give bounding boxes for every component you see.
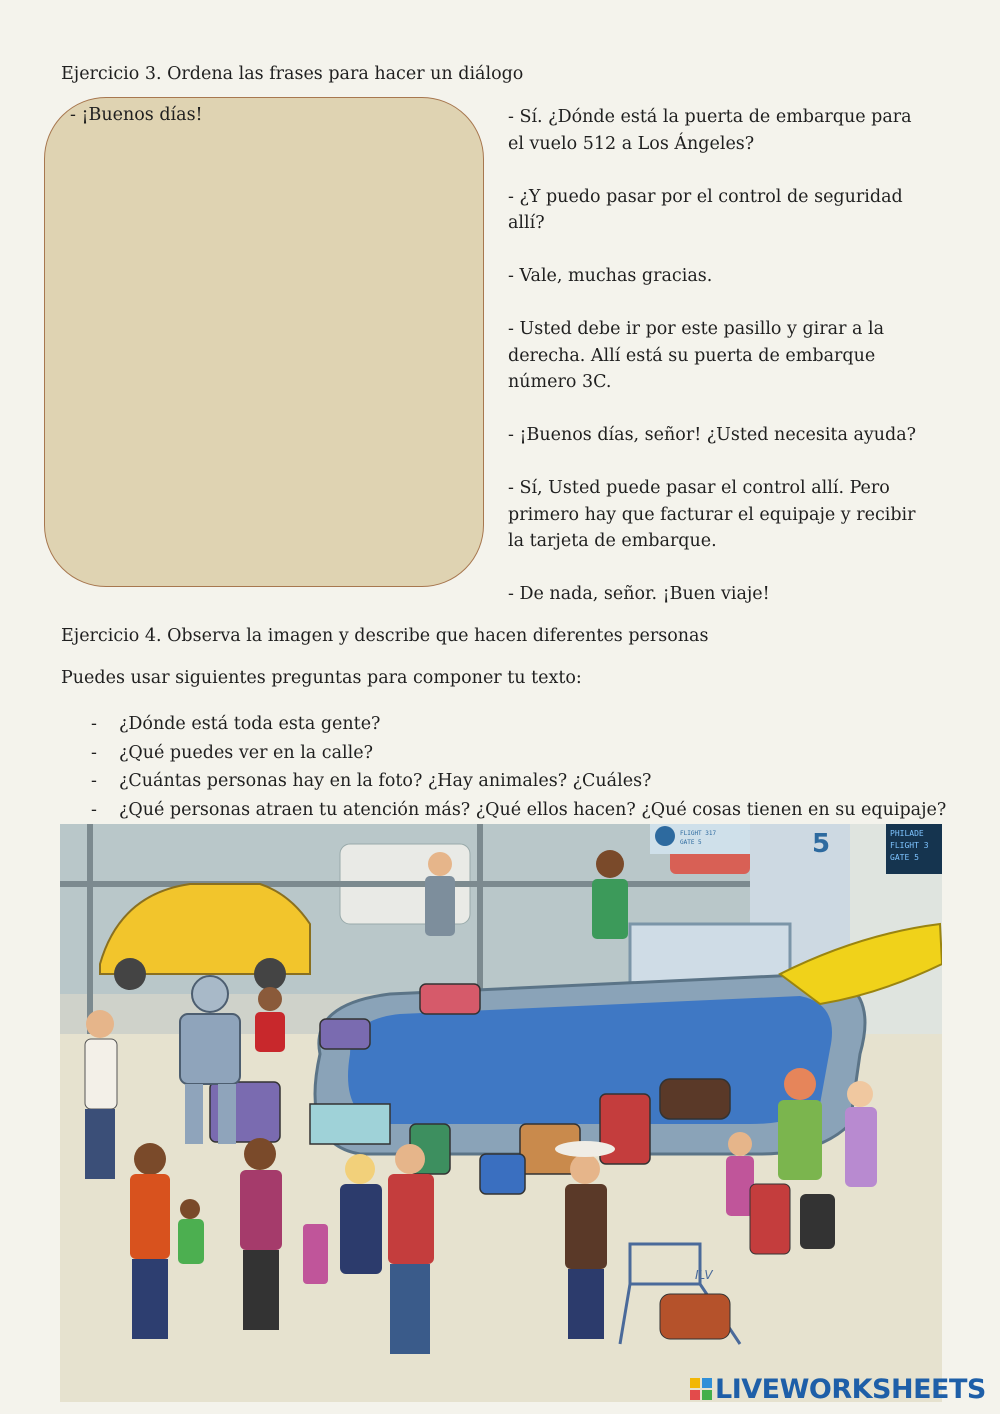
gate-number: 5	[812, 829, 831, 859]
question-text: ¿Dónde está toda esta gente?	[119, 714, 381, 734]
logo-icon	[690, 1378, 712, 1400]
screen-1-line-1: FLIGHT 317	[680, 830, 717, 837]
answer-box[interactable]	[44, 97, 484, 587]
list-item	[91, 796, 946, 825]
liveworksheets-logo	[690, 1372, 986, 1406]
robot	[180, 1014, 240, 1084]
screen-2-line-2: FLIGHT 3	[890, 841, 929, 850]
list-item	[91, 739, 946, 768]
exercise-4-title: Ejercicio 4. Observa la imagen y describe que hacen diferentes personas	[61, 626, 709, 646]
dialog-sentence[interactable]: - De nada, señor. ¡Buen viaje!	[508, 584, 770, 604]
dialog-sentence[interactable]: - ¡Buenos días, señor! ¿Usted necesita ayuda?	[508, 425, 917, 445]
dialog-sentence[interactable]: - ¿Y puedo pasar por el control de seguridad allí?	[508, 186, 903, 233]
bullet-dash: -	[91, 799, 97, 820]
question-text: ¿Qué puedes ver en la calle?	[119, 742, 373, 763]
question-text: ¿Cuántas personas hay en la foto? ¿Hay animales? ¿Cuáles?	[119, 771, 652, 792]
question-list	[91, 710, 946, 824]
bullet-dash: -	[91, 742, 97, 763]
bullet-dash: -	[91, 771, 97, 792]
question-text: ¿Qué personas atraen tu atención más? ¿Qué ellos hacen? ¿Qué cosas tienen en su equipaje?	[119, 799, 947, 820]
sentence-list	[508, 104, 928, 634]
answer-first-line: - ¡Buenos días!	[70, 105, 203, 125]
dialog-sentence[interactable]: - Usted debe ir por este pasillo y girar a la derecha. Allí está su puerta de embarque número 3C.	[508, 319, 885, 392]
screen-2-line-3: GATE 5	[890, 853, 919, 862]
dialog-sentence[interactable]: - Vale, muchas gracias.	[508, 266, 713, 286]
list-item	[91, 767, 946, 796]
dialog-sentence[interactable]: - Sí, Usted puede pasar el control allí. Pero primero hay que facturar el equipaje y recibir la tarjeta de embarque.	[508, 478, 916, 551]
suitcase	[480, 1154, 525, 1194]
exercise-3-title: Ejercicio 3. Ordena las frases para hacer un diálogo	[61, 64, 524, 84]
dialog-sentence[interactable]: - Sí. ¿Dónde está la puerta de embarque para el vuelo 512 a Los Ángeles?	[508, 107, 912, 154]
bullet-dash: -	[91, 714, 97, 734]
aquarium	[310, 1104, 390, 1144]
airport-illustration	[60, 824, 942, 1402]
cart-label: ILV	[695, 1268, 713, 1282]
moose-box	[660, 1079, 730, 1119]
exercise-4-intro: Puedes usar siguientes preguntas para componer tu texto:	[61, 668, 582, 688]
conveyor-belt	[348, 996, 832, 1124]
list-item	[91, 710, 946, 739]
screen-1-line-2: GATE 5	[680, 839, 702, 846]
logo-text: LIVEWORKSHEETS	[715, 1373, 986, 1405]
screen-2-line-1: PHILADE	[890, 829, 924, 838]
duffel-bag	[660, 1294, 730, 1339]
